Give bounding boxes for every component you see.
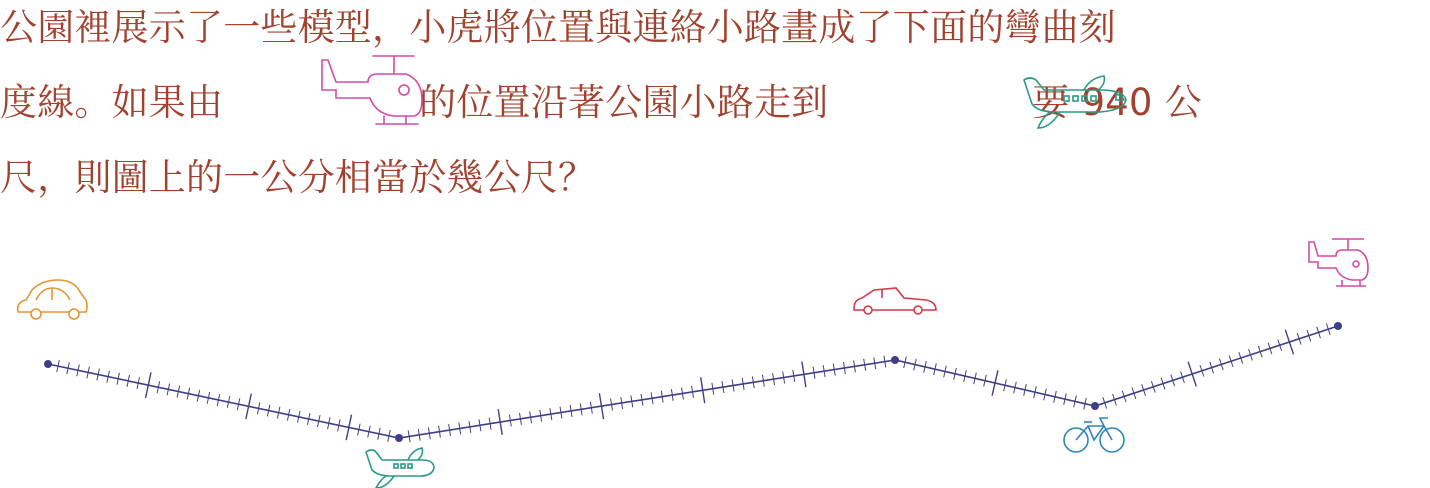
problem-text-2a: 度線。如果由 xyxy=(0,81,224,124)
major-tick xyxy=(1285,330,1293,355)
problem-text-1: 公園裡展示了一些模型，小虎將位置與連絡小路畫成了下面的彎曲刻 xyxy=(0,6,1116,49)
vertex-dot xyxy=(1334,322,1342,330)
problem-text-2c: 要 940 公 xyxy=(1032,81,1202,124)
vertex-dot xyxy=(891,356,899,364)
bicycle-icon xyxy=(1064,418,1124,452)
problem-text-2b: 的位置沿著公園小路走到 xyxy=(419,81,829,124)
major-tick xyxy=(1188,362,1196,387)
scale-track xyxy=(44,322,1342,442)
vertex-dot xyxy=(395,434,403,442)
vertex-dot xyxy=(1091,402,1099,410)
airplane-icon xyxy=(366,448,434,488)
track-line xyxy=(48,326,1338,438)
vintage-car-icon xyxy=(854,288,936,314)
helicopter-icon xyxy=(1309,239,1368,286)
vertex-dot xyxy=(44,360,52,368)
car-icon xyxy=(18,280,87,319)
problem-text-3: 尺，則圖上的一公分相當於幾公尺？ xyxy=(0,156,596,199)
